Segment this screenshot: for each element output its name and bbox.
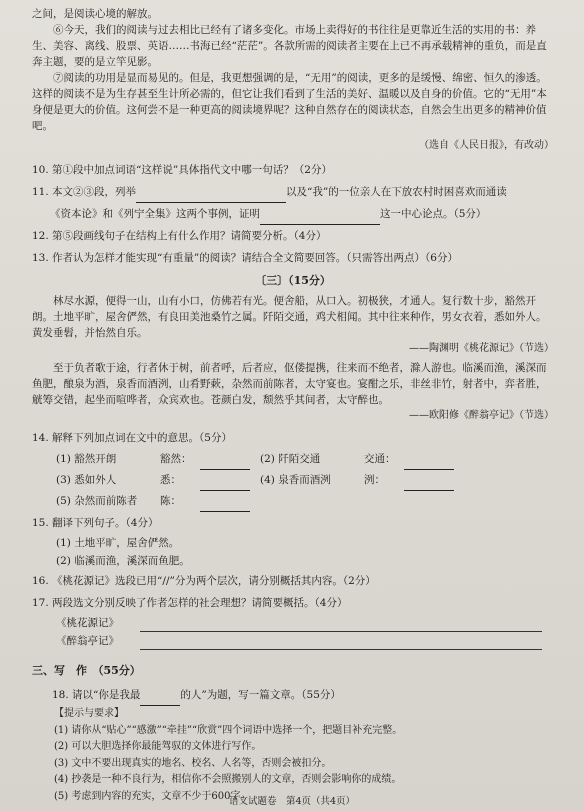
answer-blank[interactable] (404, 457, 454, 470)
tip-item: (3) 文中不要出现真实的地名、校名、人名等，否则会被扣分。 (54, 757, 332, 769)
passage-line: 之间，是阅读心境的解放。 (32, 8, 158, 20)
answer-blank[interactable] (404, 478, 454, 491)
question-14: 14. 解释下列加点词在文中的意思。（5分） (32, 432, 232, 444)
question-13: 13. 作者认为怎样才能实现“有重量”的阅读？请结合全文简要回答。（只需答出两点）（6分） (32, 252, 458, 264)
q17-label-a: 《桃花源记》 (56, 617, 119, 629)
answer-blank[interactable] (140, 693, 180, 706)
writing-heading: 三、写 作 （55分） (32, 664, 141, 677)
question-11-text-b: 以及“我”的一位亲人在下放农村时困喜欢而通读 (286, 186, 507, 198)
answer-blank[interactable] (136, 190, 286, 203)
question-11-cont (32, 203, 554, 225)
question-15-2: (2) 临溪而渔，溪深而鱼肥。 (56, 555, 190, 567)
tip-item: (4) 抄袭是一种不良行为，相信你不会照搬别人的文章，否则会影响你的成绩。 (54, 774, 402, 785)
tip-item: (2) 可以大胆选择你最能驾驭的文体进行写作。 (54, 741, 262, 752)
question-18-text-b: 的人”为题，写一篇文章。（55分） (180, 689, 341, 701)
q14-word: 陈： (160, 495, 181, 507)
classical-text-1: 林尽水源，便得一山，山有小口，仿佛若有光。便舍船，从口入。初极狭，才通人。复行数十步，豁然开朗。土地平旷，屋舍俨然，有良田美池桑竹之属。阡陌交通，鸡犬相闻。其中往来种作，男女衣着，悉如外人。黄发垂髫，并怡然自乐。 (32, 295, 547, 339)
classical-text-2: 至于负者歌于途，行者休于树，前者呼，后者应，伛偻提携，往来而不绝者，滁人游也。临溪而渔，溪深而鱼肥，酿泉为酒，泉香而酒洌，山肴野蔌，杂然而前陈者，太守宴也。宴酣之乐，非丝非竹，射者中，弈者胜，觥筹交错，起坐而喧哗者，众宾欢也。苍颜白发，颓然乎其间者，太守醉也。 (32, 362, 547, 406)
q17-answer-line-1 (32, 614, 554, 632)
q14-word: 交通： (364, 453, 396, 465)
q14-word: 洌： (364, 474, 385, 486)
question-17: 17. 两段选文分别反映了作者怎样的社会理想？请简要概括。（4分） (32, 597, 348, 609)
q14-row (32, 470, 554, 491)
q14-row (32, 491, 554, 512)
page-footer: 语文试题卷 第4页（共4页） (228, 796, 356, 807)
question-11-text-a: 11. 本文②③段，列举 (32, 186, 137, 198)
passage-source: （选自《人民日报》，有改动） (419, 140, 554, 151)
question-15: 15. 翻译下列句子。（4分） (32, 517, 159, 529)
question-15-1: (1) 土地平旷，屋舍俨然。 (56, 537, 180, 549)
q17-answer-line-2 (32, 632, 554, 650)
answer-blank[interactable] (200, 499, 250, 512)
question-18-text-a: 18. 请以“你是我最 (52, 689, 141, 701)
tips-title: 【提示与要求】 (54, 708, 124, 719)
classical-citation-1: ——陶渊明《桃花源记》（节选） (409, 343, 554, 354)
question-18 (32, 684, 554, 706)
answer-blank[interactable] (200, 457, 250, 470)
tip-item: (1) 请你从“贴心”“感激”“牵挂”“欣赏”四个词语中选择一个，把题目补充完整。 (54, 724, 403, 736)
answer-blank[interactable] (200, 478, 250, 491)
q14-item: (3) 悉如外人 (56, 474, 117, 486)
q17-label-b: 《醉翁亭记》 (56, 635, 119, 647)
q14-item: (4) 泉香而酒洌 (260, 474, 331, 486)
tip-item: (5) 考虑到内容的充实，文章不少于600字。 (54, 790, 251, 802)
q14-row (32, 449, 554, 470)
q14-word: 豁然： (160, 453, 192, 465)
question-11-text-c: 《资本论》和《列宁全集》这两个事例，证明 (50, 208, 260, 220)
q14-item: (2) 阡陌交通 (260, 453, 321, 465)
q14-item: (5) 杂然而前陈者 (56, 495, 138, 507)
answer-blank[interactable] (260, 212, 380, 225)
q14-word: 悉： (160, 474, 181, 486)
question-11-text-d: 这一中心论点。（5分） (380, 208, 487, 220)
question-11 (32, 181, 554, 203)
section-3-title: 〔三〕（15分） (255, 274, 331, 287)
question-10: 10. 第①段中加点词语“这样说”具体指代文中哪一句话？（2分） (32, 164, 332, 176)
answer-line[interactable] (140, 638, 542, 650)
answer-line[interactable] (140, 620, 542, 632)
q14-item: (1) 豁然开朗 (56, 453, 117, 465)
question-16: 16. 《桃花源记》选段已用“//”分为两个层次，请分别概括其内容。（2分） (32, 575, 376, 587)
passage-paragraph-6: ⑥今天，我们的阅读与过去相比已经有了诸多变化。市场上卖得好的书往往是更靠近生活的实用的书：养生、美容、离线、股票、英语……书海已经“茫茫”。各款所需的阅读者主要在上已不再承载精神的重负，而是直奔主题，要的是立竿见影。 (32, 24, 547, 68)
question-12: 12. 第⑤段画线句子在结构上有什么作用？请简要分析。（4分） (32, 230, 327, 242)
classical-citation-2: ——欧阳修《醉翁亭记》（节选） (409, 410, 554, 421)
passage-paragraph-7: ⑦阅读的功用是显而易见的。但是，我更想强调的是，“无用”的阅读，更多的是缓慢、绵密、恒久的渗透。这样的阅读不是为生存甚至生计所必需的，但它让我们看到了生活的美好、温暖以及自身的价值。它的“无用”本身便是更大的价值。这何尝不是一种更高的阅读境界呢？这种自然存在的阅读状态，自然会生出更多的精神价值吧。 (32, 72, 547, 132)
